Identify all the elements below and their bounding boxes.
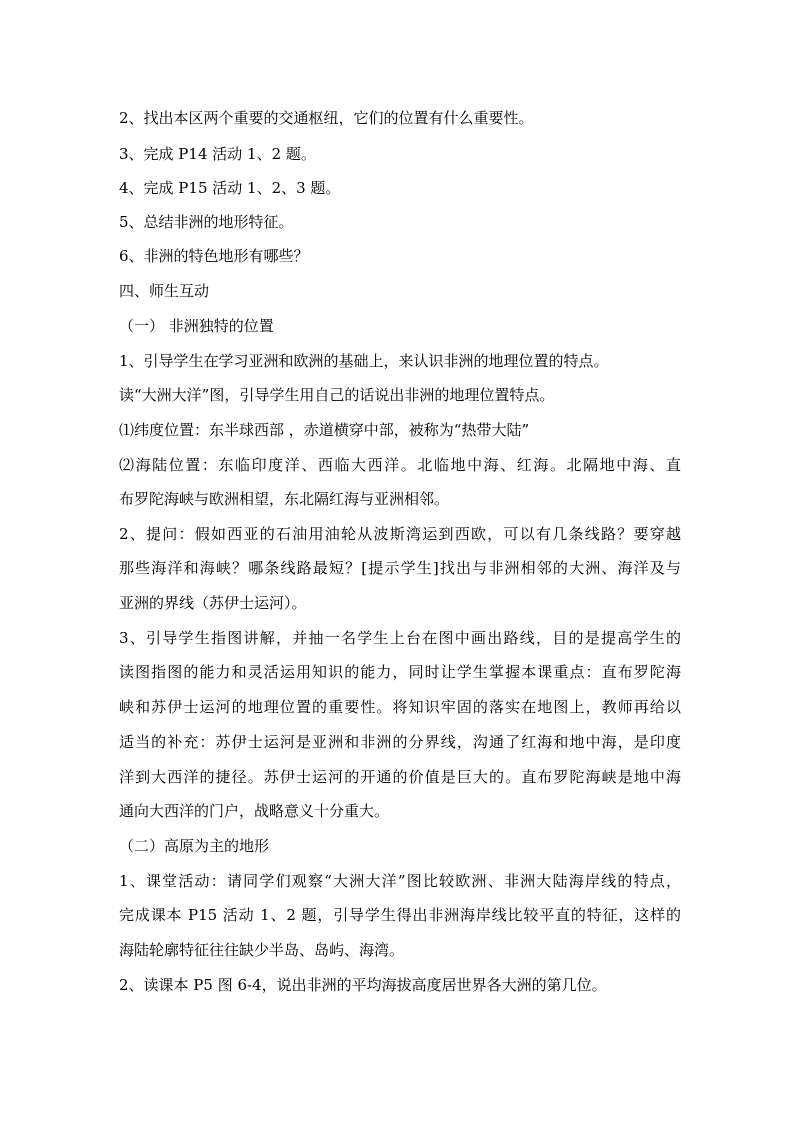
text-line: 读“大洲大洋”图，引导学生用自己的话说出非洲的地理位置特点。	[119, 386, 555, 404]
text-line: 1、引导学生在学习亚洲和欧洲的基础上，来认识非洲的地理位置的特点。	[119, 352, 609, 370]
text-line: 那些海洋和海峡？哪条线路最短？[提示学生]找出与非洲相邻的大洲、海洋及与	[119, 559, 681, 577]
text-line: 2、找出本区两个重要的交通枢纽，它们的位置有什么重要性。	[119, 109, 534, 127]
subsection-heading: （二）高原为主的地形	[119, 837, 270, 855]
text-line: 适当的补充：苏伊士运河是亚洲和非洲的分界线，沟通了红海和地中海，是印度	[119, 733, 681, 751]
text-line: 3、完成 P14 活动 1、2 题。	[119, 145, 316, 163]
text-line: 1、课堂活动：请同学们观察“大洲大洋”图比较欧洲、非洲大陆海岸线的特点，	[119, 872, 681, 890]
text-line: 2、读课本 P5 图 6-4，说出非洲的平均海拔高度居世界各大洲的第几位。	[119, 976, 607, 994]
text-line: 6、非洲的特色地形有哪些？	[119, 247, 309, 265]
text-line: 峡和苏伊士运河的地理位置的重要性。将知识牢固的落实在地图上，教师再给以	[119, 698, 681, 716]
text-line: 通向大西洋的门户，战略意义十分重大。	[119, 802, 390, 820]
text-line: 洋到大西洋的捷径。苏伊士运河的开通的价值是巨大的。直布罗陀海峡是地中海	[119, 768, 681, 786]
text-line: 3、引导学生指图讲解，并抽一名学生上台在图中画出路线，目的是提高学生的	[119, 629, 681, 647]
text-line: 读图指图的能力和灵活运用知识的能力，同时让学生掌握本课重点：直布罗陀海	[119, 663, 681, 681]
text-line: 亚洲的界线（苏伊士运河）。	[119, 594, 307, 612]
text-line: 布罗陀海峡与欧洲相望，东北隔红海与亚洲相邻。	[119, 490, 450, 508]
text-line: 2、提问：假如西亚的石油用油轮从波斯湾运到西欧，可以有几条线路？要穿越	[119, 525, 681, 543]
text-line: ⑵海陆位置：东临印度洋、西临大西洋。北临地中海、红海。北隔地中海、直	[119, 456, 681, 474]
text-line: 完成课本 P15 活动 1、2 题，引导学生得出非洲海岸线比较平直的特征，这样的	[119, 906, 681, 924]
section-heading: 四、师生互动	[119, 282, 210, 300]
subsection-heading: （一） 非洲独特的位置	[119, 317, 274, 335]
text-line: 4、完成 P15 活动 1、2、3 题。	[119, 179, 341, 197]
text-line: ⑴纬度位置：东半球西部 ，赤道横穿中部，被称为“热带大陆”	[119, 421, 530, 439]
text-line: 海陆轮廓特征往往缺少半岛、岛屿、海湾。	[119, 941, 405, 959]
text-line: 5、总结非洲的地形特征。	[119, 213, 294, 231]
